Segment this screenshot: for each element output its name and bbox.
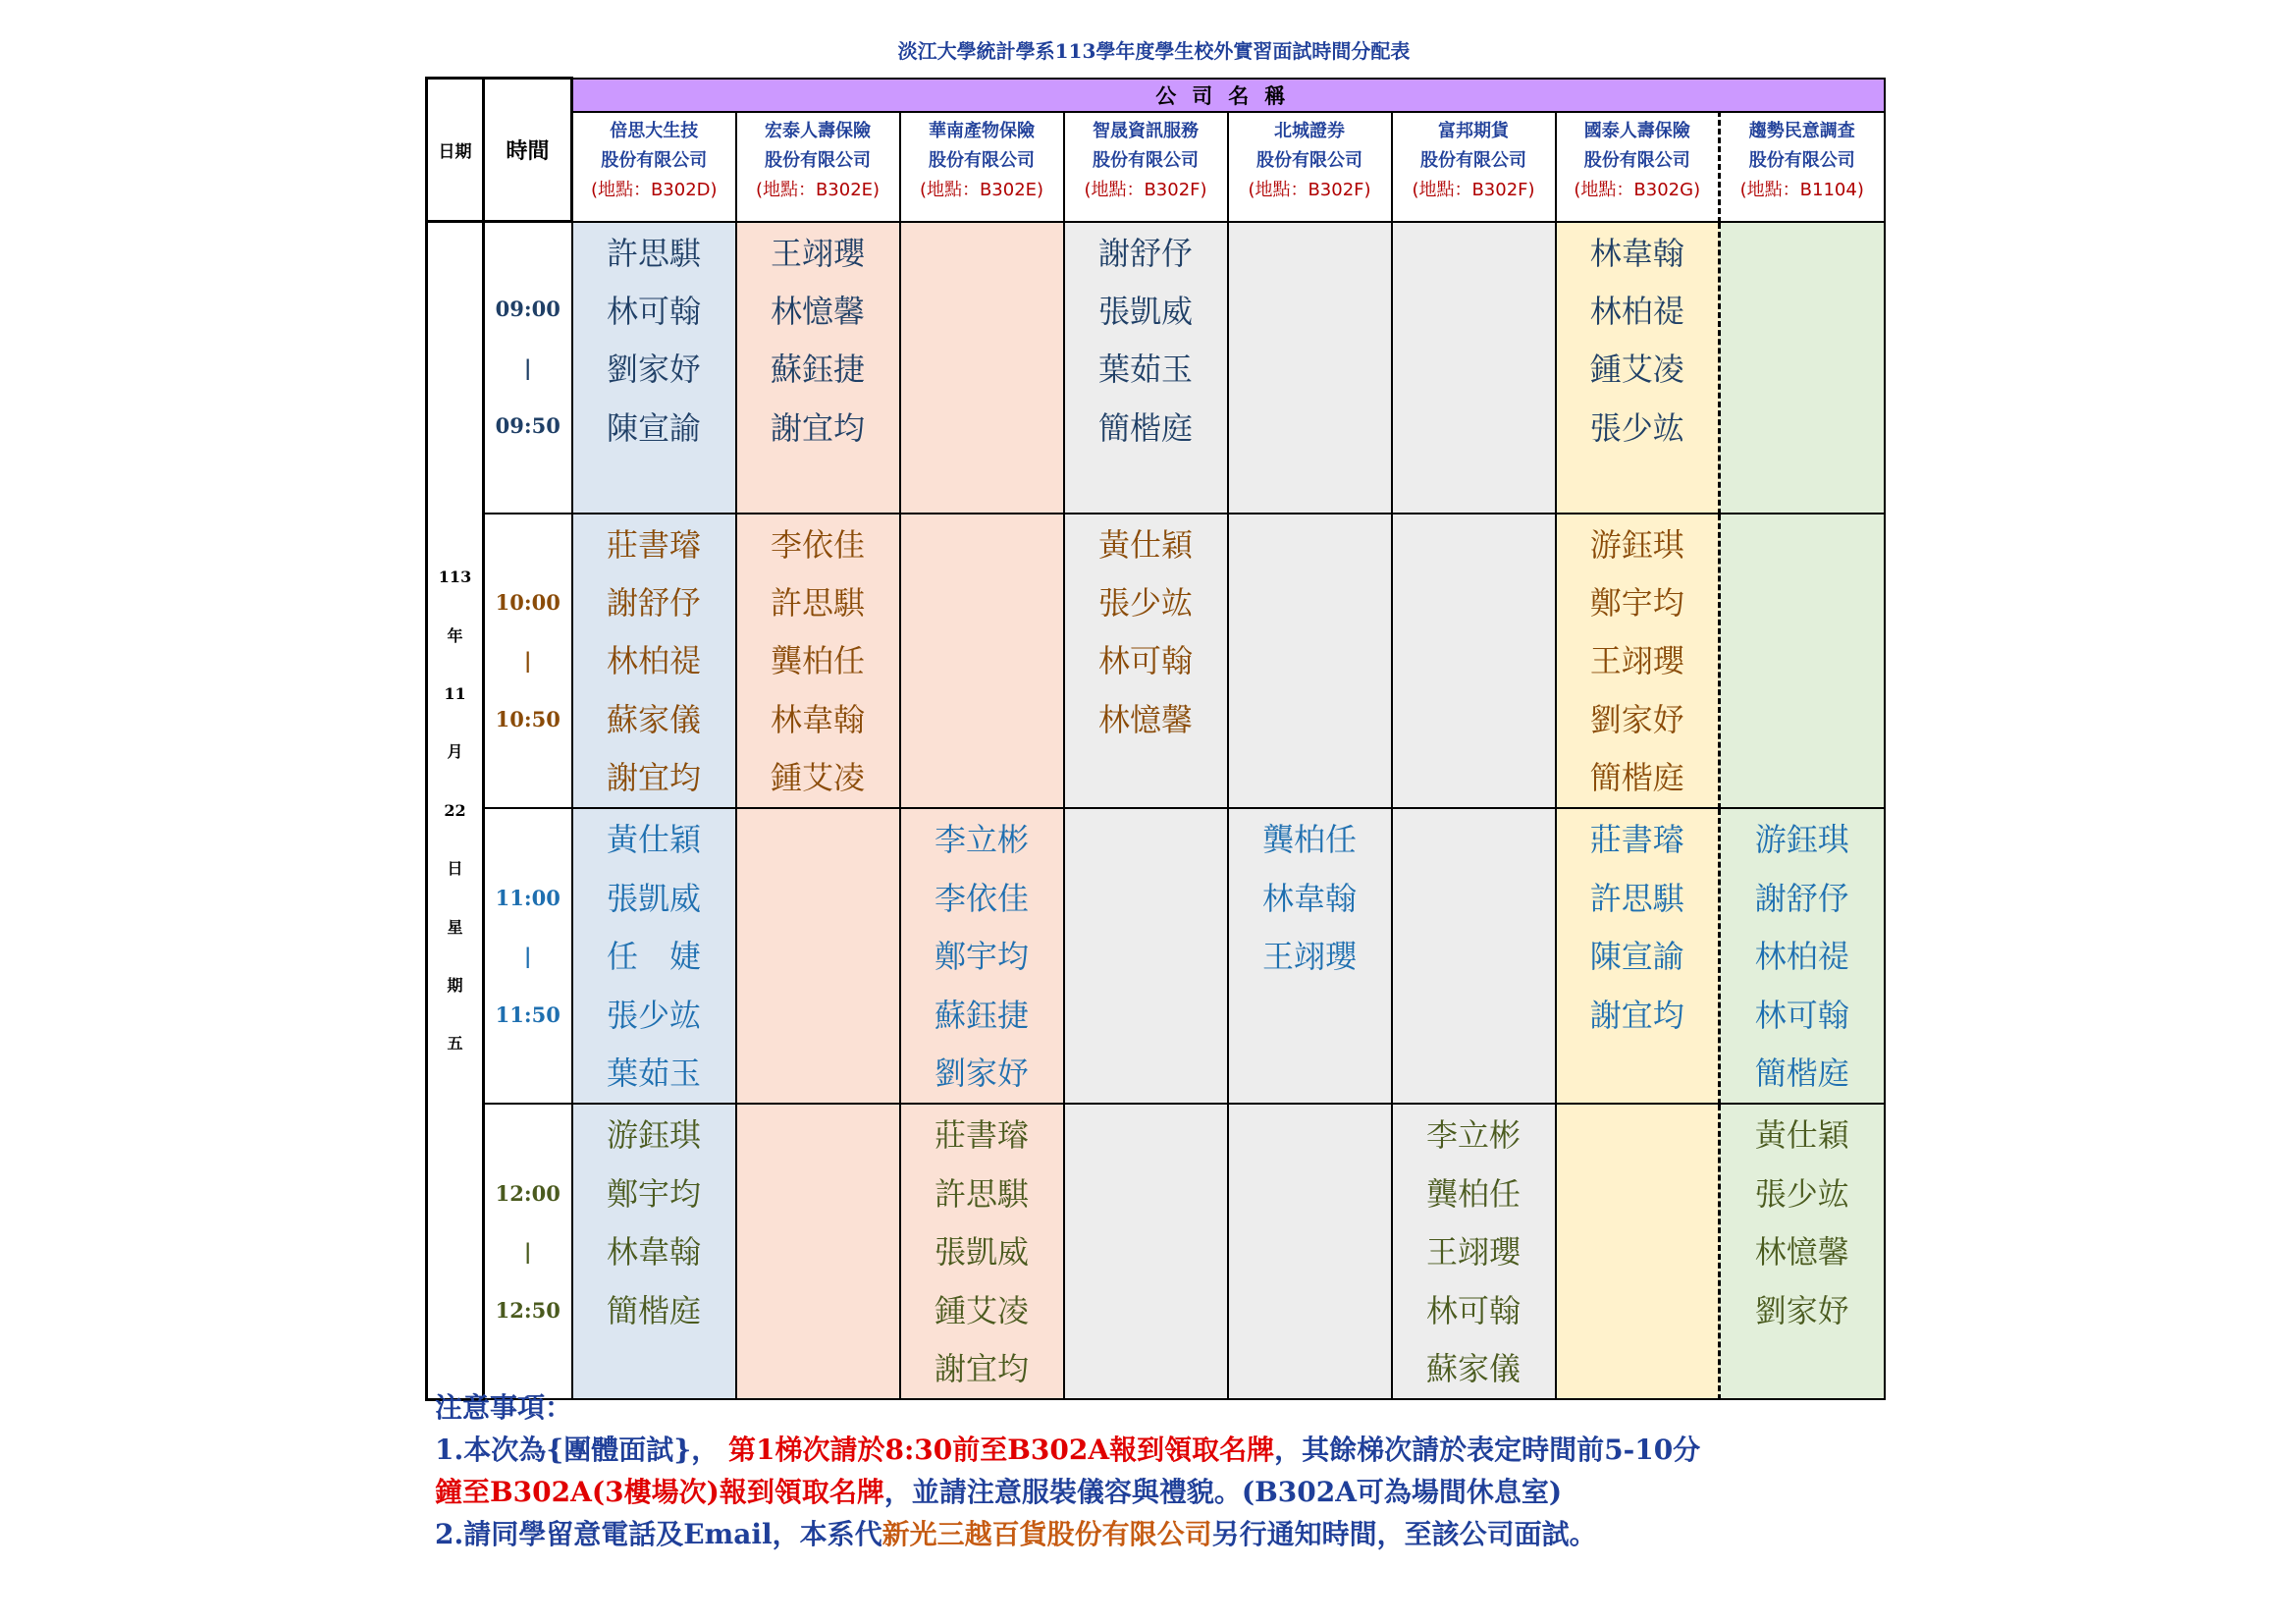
schedule-cell xyxy=(1556,808,1720,1104)
student-name: 蘇家儀 xyxy=(606,700,701,738)
student-name: 李依佳 xyxy=(770,525,865,564)
notes xyxy=(435,1386,1907,1555)
company-suffix: 股份有限公司 xyxy=(1093,149,1199,171)
notes-heading: 注意事項： xyxy=(435,1391,573,1424)
company-location: (地點：B302F) xyxy=(1412,179,1535,200)
schedule-cell xyxy=(1228,1104,1392,1399)
schedule-cell xyxy=(572,222,736,514)
student-name: 黃仕穎 xyxy=(1754,1116,1849,1155)
student-name: 林韋翰 xyxy=(1589,234,1684,272)
time-value: 12:00 xyxy=(495,1180,561,1206)
time-slot-row xyxy=(427,514,1885,809)
student-name: 鍾艾凌 xyxy=(770,759,865,797)
student-name: 游鈺琪 xyxy=(606,1116,701,1155)
time-slot-row xyxy=(427,808,1885,1104)
student-name: 張凱威 xyxy=(606,879,701,917)
schedule-cell xyxy=(1064,1104,1228,1399)
student-name: 張少竑 xyxy=(1097,583,1193,622)
company-row xyxy=(427,112,1885,222)
company-suffix: 股份有限公司 xyxy=(1748,149,1855,171)
student-name: 林韋翰 xyxy=(606,1233,701,1272)
student-name: 王翊瓔 xyxy=(770,234,865,272)
student-name: 葉茹玉 xyxy=(606,1055,701,1093)
student-name: 張少竑 xyxy=(606,996,701,1034)
student-name: 劉家妤 xyxy=(1754,1291,1849,1329)
student-name: 林柏禔 xyxy=(1589,292,1684,330)
schedule-cell xyxy=(1228,222,1392,514)
student-name: 龔柏任 xyxy=(1261,821,1357,859)
schedule-cell xyxy=(736,222,900,514)
notes-highlight: B302A(3樓場次)報到領取名牌 xyxy=(490,1476,884,1508)
schedule-cell xyxy=(1392,1104,1556,1399)
notes-text: ，其餘梯次請於表定時間前5-10分 xyxy=(1274,1434,1701,1466)
schedule-cell xyxy=(1064,514,1228,809)
student-name: 簡楷庭 xyxy=(606,1291,701,1329)
date-char: 期 xyxy=(447,975,463,995)
company-name: 趨勢民意調查 xyxy=(1748,120,1855,141)
company-header xyxy=(1064,112,1228,222)
student-name: 張凱威 xyxy=(1097,292,1193,330)
student-name: 鄭宇均 xyxy=(934,938,1029,976)
company-location: (地點：B302E) xyxy=(919,179,1044,200)
company-suffix: 股份有限公司 xyxy=(1256,149,1362,171)
student-name: 蘇鈺捷 xyxy=(934,996,1029,1034)
date-char: 星 xyxy=(447,917,463,937)
date-char: 五 xyxy=(447,1034,463,1054)
student-name: 莊書璿 xyxy=(606,525,701,564)
time-separator: | xyxy=(523,1239,532,1265)
company-location: (地點：B302F) xyxy=(1084,179,1207,200)
student-name: 李立彬 xyxy=(934,821,1029,859)
student-name: 林憶馨 xyxy=(1754,1233,1849,1272)
company-name: 北城證券 xyxy=(1274,120,1345,141)
schedule-cell xyxy=(900,514,1064,809)
page-title: 淡江大學統計學系113學年度學生校外實習面試時間分配表 xyxy=(897,39,1411,63)
student-name: 林柏禔 xyxy=(606,642,701,680)
notes-line-3 xyxy=(435,1513,1907,1555)
time-value: 11:50 xyxy=(495,1001,561,1027)
time-separator: | xyxy=(523,944,532,969)
company-header xyxy=(1556,112,1720,222)
student-name: 簡楷庭 xyxy=(1589,759,1684,797)
company-suffix: 股份有限公司 xyxy=(1583,149,1690,171)
time-cell xyxy=(484,514,572,809)
student-name: 謝宜均 xyxy=(1589,996,1684,1034)
student-name: 謝舒伃 xyxy=(1754,879,1849,917)
company-name: 倍思大生技 xyxy=(610,120,699,141)
student-name: 莊書璿 xyxy=(1589,821,1684,859)
company-location: (地點：B302D) xyxy=(590,179,718,200)
schedule-cell xyxy=(1392,514,1556,809)
time-cell xyxy=(484,808,572,1104)
date-char: 113 xyxy=(438,568,472,587)
student-name: 鍾艾凌 xyxy=(934,1291,1029,1329)
student-name: 劉家妤 xyxy=(934,1055,1029,1093)
student-name: 陳宣諭 xyxy=(1589,938,1684,976)
student-name: 李立彬 xyxy=(1425,1116,1521,1155)
schedule-cell xyxy=(572,514,736,809)
company-header xyxy=(1392,112,1556,222)
student-name: 林憶馨 xyxy=(1097,700,1193,738)
schedule-cell xyxy=(1064,808,1228,1104)
company-location: (地點：B302F) xyxy=(1248,179,1371,200)
student-name: 劉家妤 xyxy=(1589,700,1684,738)
company-name: 富邦期貨 xyxy=(1438,120,1509,141)
schedule-cell xyxy=(1228,808,1392,1104)
schedule-cell xyxy=(1392,222,1556,514)
schedule-cell xyxy=(1556,514,1720,809)
student-name: 王翊瓔 xyxy=(1261,938,1357,976)
schedule-cell xyxy=(1720,222,1885,514)
student-name: 鄭宇均 xyxy=(1589,583,1684,622)
company-suffix: 股份有限公司 xyxy=(1420,149,1526,171)
student-name: 李依佳 xyxy=(934,879,1029,917)
student-name: 任 婕 xyxy=(606,938,701,976)
schedule-cell xyxy=(572,1104,736,1399)
company-name: 國泰人壽保險 xyxy=(1583,120,1690,141)
student-name: 莊書璿 xyxy=(934,1116,1029,1155)
schedule-cell xyxy=(736,808,900,1104)
schedule-cell xyxy=(736,514,900,809)
schedule-cell xyxy=(1720,1104,1885,1399)
student-name: 黃仕穎 xyxy=(606,821,701,859)
schedule-cell xyxy=(1556,1104,1720,1399)
student-name: 謝宜均 xyxy=(606,759,701,797)
student-name: 王翊瓔 xyxy=(1589,642,1684,680)
student-name: 林韋翰 xyxy=(1261,879,1357,917)
time-value: 09:00 xyxy=(495,297,561,322)
student-name: 許思騏 xyxy=(1589,879,1684,917)
time-cell xyxy=(484,222,572,514)
student-name: 簡楷庭 xyxy=(1097,408,1193,447)
student-name: 林可翰 xyxy=(1425,1291,1521,1329)
schedule-cell xyxy=(1720,808,1885,1104)
student-name: 林可翰 xyxy=(606,292,701,330)
time-value: 11:00 xyxy=(495,885,561,910)
time-value: 10:50 xyxy=(495,706,561,731)
company-header xyxy=(1720,112,1885,222)
company-header xyxy=(736,112,900,222)
student-name: 謝舒伃 xyxy=(1097,234,1193,272)
time-value: 12:50 xyxy=(495,1297,561,1323)
notes-company-highlight: 新光三越百貨股份有限公司 xyxy=(881,1518,1212,1550)
schedule-cell xyxy=(900,222,1064,514)
time-slot-row xyxy=(427,222,1885,514)
student-name: 許思騏 xyxy=(934,1174,1029,1213)
company-location: (地點：B302G) xyxy=(1574,179,1701,200)
time-cell xyxy=(484,1104,572,1399)
date-char: 11 xyxy=(444,683,466,703)
student-name: 鄭宇均 xyxy=(606,1174,701,1213)
company-name: 宏泰人壽保險 xyxy=(765,120,871,141)
student-name: 林可翰 xyxy=(1097,642,1193,680)
time-header: 時間 xyxy=(484,79,572,222)
date-char: 22 xyxy=(444,800,466,820)
company-location: (地點：B302E) xyxy=(755,179,881,200)
notes-text: 1.本次為{團體面試}， xyxy=(435,1434,728,1466)
student-name: 林可翰 xyxy=(1754,996,1849,1034)
student-name: 葉茹玉 xyxy=(1097,351,1193,389)
time-value: 09:50 xyxy=(495,412,561,438)
student-name: 張凱威 xyxy=(934,1233,1029,1272)
date-header: 日期 xyxy=(427,79,484,222)
company-location: (地點：B1104) xyxy=(1739,179,1864,200)
schedule-table xyxy=(425,77,1886,1401)
notes-text: 另行通知時間，至該公司面試。 xyxy=(1211,1518,1597,1550)
student-name: 劉家妤 xyxy=(606,351,701,389)
schedule-cell xyxy=(1556,222,1720,514)
student-name: 游鈺琪 xyxy=(1589,525,1684,564)
student-name: 黃仕穎 xyxy=(1097,525,1193,564)
company-suffix: 股份有限公司 xyxy=(765,149,871,171)
notes-text: ，並請注意服裝儀容與禮貌。(B302A可為場間休息室) xyxy=(883,1476,1563,1508)
date-char: 年 xyxy=(447,625,463,645)
student-name: 林憶馨 xyxy=(770,292,865,330)
notes-line-1 xyxy=(435,1429,1907,1471)
schedule-cell xyxy=(1392,808,1556,1104)
student-name: 龔柏任 xyxy=(770,642,865,680)
student-name: 林柏禔 xyxy=(1754,938,1849,976)
time-separator: | xyxy=(523,354,532,380)
date-cell xyxy=(427,222,484,1400)
student-name: 游鈺琪 xyxy=(1754,821,1849,859)
student-name: 龔柏任 xyxy=(1425,1174,1521,1213)
student-name: 王翊瓔 xyxy=(1425,1233,1521,1272)
schedule-cell xyxy=(1064,222,1228,514)
student-name: 蘇家儀 xyxy=(1425,1349,1521,1387)
company-name: 華南產物保險 xyxy=(929,120,1035,141)
student-name: 謝宜均 xyxy=(770,408,865,447)
student-name: 鍾艾凌 xyxy=(1589,351,1684,389)
schedule-cell xyxy=(1228,514,1392,809)
company-header xyxy=(900,112,1064,222)
company-name: 智晟資訊服務 xyxy=(1093,120,1199,141)
schedule-cell xyxy=(1720,514,1885,809)
notes-highlight: 第1梯次請於8:30前至B302A報到領取名牌 xyxy=(728,1434,1275,1466)
notes-text: 鐘至 xyxy=(435,1476,491,1508)
student-name: 蘇鈺捷 xyxy=(770,351,865,389)
schedule-cell xyxy=(736,1104,900,1399)
student-name: 謝宜均 xyxy=(934,1349,1029,1387)
student-name: 陳宣諭 xyxy=(606,408,701,447)
student-name: 林韋翰 xyxy=(770,700,865,738)
notes-line-2 xyxy=(435,1471,1907,1513)
student-name: 許思騏 xyxy=(770,583,865,622)
schedule-body xyxy=(427,222,1885,1400)
student-name: 許思騏 xyxy=(606,234,701,272)
date-char: 日 xyxy=(447,859,463,879)
date-char: 月 xyxy=(447,742,463,762)
notes-text: 2.請同學留意電話及Email，本系代 xyxy=(435,1518,882,1550)
student-name: 張少竑 xyxy=(1754,1174,1849,1213)
company-header xyxy=(572,112,736,222)
time-slot-row xyxy=(427,1104,1885,1399)
student-name: 張少竑 xyxy=(1589,408,1684,447)
schedule-cell xyxy=(900,1104,1064,1399)
company-header xyxy=(1228,112,1392,222)
company-suffix: 股份有限公司 xyxy=(929,149,1035,171)
schedule-cell xyxy=(572,808,736,1104)
student-name: 謝舒伃 xyxy=(606,583,701,622)
student-name: 簡楷庭 xyxy=(1754,1055,1849,1093)
time-value: 10:00 xyxy=(495,589,561,615)
company-bar: 公司名稱 xyxy=(572,79,1885,112)
time-separator: | xyxy=(523,648,532,674)
company-suffix: 股份有限公司 xyxy=(601,149,708,171)
schedule-cell xyxy=(900,808,1064,1104)
